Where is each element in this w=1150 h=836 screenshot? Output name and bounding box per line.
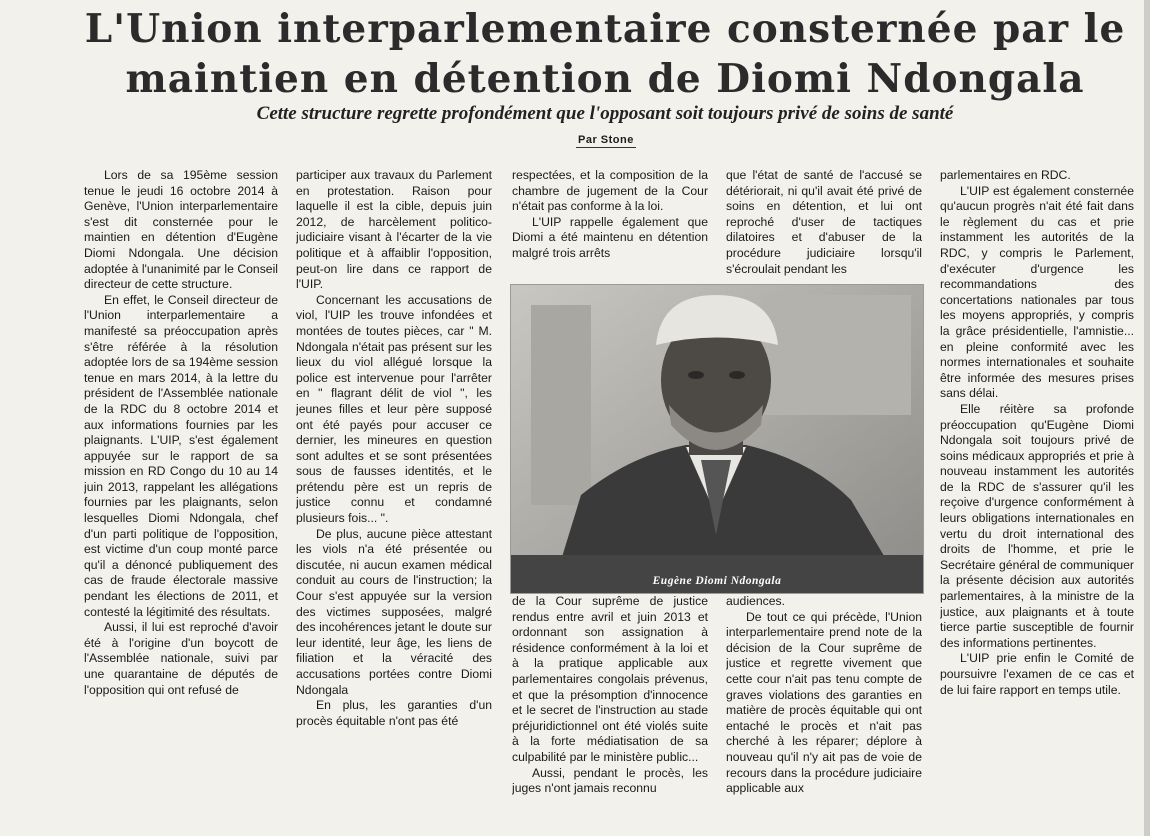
paragraph: parlementaires en RDC. [940,168,1071,182]
column-3-bottom [512,594,708,834]
column-4-bottom [726,594,922,834]
paragraph: Concernant les accusations de viol, l'UIP les trouve infondées et montées de toutes pièces, car " M. Ndongala n'était pas présent sur les lieux du viol allégué lorsque la police est intervenue pour l'arrêter en " flagrant délit de viol ", les jeunes filles et leur père supposé ont été payés pour accuser ce dernier, les mineures en question sont adultes et se sont présentées sous de fausses identités, et le prétendu père est un repris de justice connu et condamné plusieurs fois... ". [296,292,492,526]
paragraph: Aussi, il lui est reproché d'avoir été à l'origine d'un boycott de l'Assemblée nationale, suivi par une quarantaine de députés de l'opposition qui ont refusé de [84,620,278,697]
column-5 [940,168,1134,832]
paragraph: de la Cour suprême de justice rendus entre avril et juin 2013 et ordonnant son assignation à résidence conformément à la loi et à la pratique applicable aux parlementaires congolais prévenus, et que la présomption d'innocence et le secret de l'instruction au stade préjuridictionnel ont été violés suite à la forte médiatisation de sa culpabilité par le ministère public... [512,594,708,764]
paragraph: L'UIP prie enfin le Comité de poursuivre l'examen de ce cas et de lui faire rapport en temps utile. [940,651,1134,697]
paragraph: L'UIP rappelle également que Diomi a été maintenu en détention malgré trois arrêts [512,214,708,260]
headline: L'Union interparlementaire consternée par le maintien en détention de Diomi Ndongala [84,6,1126,102]
paragraph: L'UIP est également consternée qu'aucun progrès n'ait été fait dans le règlement du cas et prie instamment les autorités de la RDC, y compris le Parlement, d'exécuter d'urgence les recommandations des concertations nationales par tous les moyens appropriés, y compris la grâce présidentielle, l'amnistie... en pleine conformité avec les normes internationales et souhaite être informée des mesures prises sans délai. [940,183,1134,401]
column-2 [296,168,492,832]
portrait-photo [510,284,924,594]
column-1 [84,168,278,832]
paragraph: De tout ce qui précède, l'Union interparlementaire prend note de la décision de la Cour suprême de justice et regrette vivement que cette cour n'ait pas tenu compte de graves violations des garanties en matière de procès équitable qui ont entaché le procès et n'ait pas cherché à les réparer; déplore à nouveau qu'il n'y ait pas de voie de recours dans la procédure judiciaire applicable aux [726,609,922,796]
paragraph: que l'état de santé de l'accusé se détériorait, ni qu'il avait été privé de soins en détention, et lui ont reproché d'user de tactiques dilatoires et d'abuser de la procédure judiciaire lorsqu'il s'écroulait pendant les [726,168,922,276]
column-4-top [726,168,922,286]
byline: Par Stone [578,134,634,146]
page-edge [1144,0,1150,836]
paragraph: De plus, aucune pièce attestant les viols n'a été présentée ou discutée, ni aucun examen médical conduit au cours de l'instruction; la Cour s'est appuyée sur la version des victimes supposées, malgré des incohérences jetant le doute sur leur identité, leur âge, les liens de filiation et la véracité des accusations portées contre Diomi Ndongala [296,526,492,697]
paragraph: Aussi, pendant le procès, les juges n'ont jamais reconnu [512,765,708,796]
paragraph: En effet, le Conseil directeur de l'Union interparlementaire a manifesté sa préoccupation après s'être référée à la résolution adoptée lors de sa 194ème session tenue en mars 2014, à la lettre du président de l'Assemblée nationale de la RDC du 8 octobre 2014 et aux informations fournies par les plaignants. L'UIP, s'est également appuyée sur le rapport de sa mission en RD Congo du 10 au 14 juin 2013, rappelant les allégations fournies par les plaignants, selon lesquelles Diomi Ndongala, chef d'un parti politique de l'opposition, est victime d'un coup monté parce qu'il a dénoncé publiquement des cas de fraude électorale massive pendant les élections de 2011, et contesté la légitimité des résultats. [84,292,278,619]
paragraph: respectées, et la composition de la chambre de jugement de la Cour n'était pas conforme à la loi. [512,168,708,214]
portrait-image [511,285,923,593]
paragraph: participer aux travaux du Parlement en protestation. Raison pour laquelle il est la cible, depuis juin 2012, de harcèlement politico-judiciaire visant à l'écarter de la vie politique et à affaiblir l'opposition, peut-on lire dans ce rapport de l'UIP. [296,168,492,292]
photo-caption: Eugène Diomi Ndongala [652,575,782,587]
paragraph: Lors de sa 195ème session tenue le jeudi 16 octobre 2014 à Genève, l'Union interparlementaire s'est dit consternée pour le maintien en détention d'Eugène Diomi Ndongala. Une décision adoptée à l'unanimité par le Conseil directeur de cette structure. [84,168,278,292]
column-3-top [512,168,708,276]
paragraph: audiences. [726,594,785,608]
paragraph: Elle réitère sa profonde préoccupation qu'Eugène Diomi Ndongala soit toujours privé de soins médicaux appropriés et prie à nouveau instamment les autorités de la RDC de s'assurer qu'il les reçoive d'urgence conformément à leurs obligations internationales en vertu du droit international des droits de l'homme, et prie le Secrétaire général de communiquer la présente décision aux autorités parlementaires, à la ministre de la justice, aux plaignants et à toute tierce partie susceptible de fournir des informations pertinentes. [940,401,1134,650]
deck: Cette structure regrette profondément que l'opposant soit toujours privé de soins de santé [256,103,954,124]
paragraph: En plus, les garanties d'un procès équitable n'ont pas été [296,698,492,728]
